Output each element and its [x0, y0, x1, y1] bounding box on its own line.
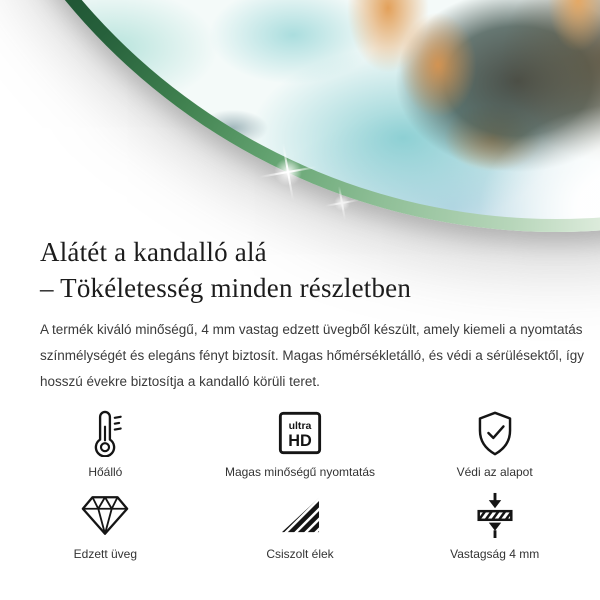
- polished-edges-icon: [277, 492, 323, 538]
- page-title-line2: – Tökéletesség minden részletben: [40, 273, 412, 303]
- feature-heat-resistant: [8, 410, 203, 479]
- product-description: [40, 317, 585, 395]
- description-line: A termék kiváló minőségű, 4 mm vastag edzett üvegből készült, amely kiemeli a nyomtatás: [40, 322, 583, 337]
- feature-protects-base: [397, 410, 592, 479]
- page-title: [40, 234, 560, 306]
- ultra-text: ultra: [288, 420, 312, 433]
- description-line: színmélységét és elegáns fényt biztosít. Magas hőmérsékletálló, és védi a sérülésektől, így: [40, 348, 585, 363]
- page-title-line1: Alátét a kandalló alá: [40, 237, 267, 267]
- feature-tempered-glass: [8, 492, 203, 561]
- diamond-icon: [80, 492, 130, 538]
- feature-thickness-4mm: [397, 492, 592, 561]
- thermometer-icon: [87, 410, 123, 456]
- feature-label: Csiszolt élek: [266, 547, 334, 561]
- feature-label: Hőálló: [88, 465, 123, 479]
- feature-ultra-hd-print: [203, 410, 398, 479]
- feature-polished-edges: [203, 492, 398, 561]
- ultra-hd-icon: [277, 410, 323, 456]
- feature-label: Védi az alapot: [456, 465, 533, 479]
- feature-grid: [8, 410, 592, 561]
- thickness-icon: [473, 492, 517, 538]
- shield-check-icon: [474, 410, 516, 456]
- feature-label: Edzett üveg: [73, 547, 138, 561]
- description-line: hosszú évekre biztosítja a kandalló körüli teret.: [40, 374, 320, 389]
- feature-label: Vastagság 4 mm: [450, 547, 540, 561]
- hd-text: HD: [288, 431, 312, 450]
- feature-label: Magas minőségű nyomtatás: [224, 465, 376, 479]
